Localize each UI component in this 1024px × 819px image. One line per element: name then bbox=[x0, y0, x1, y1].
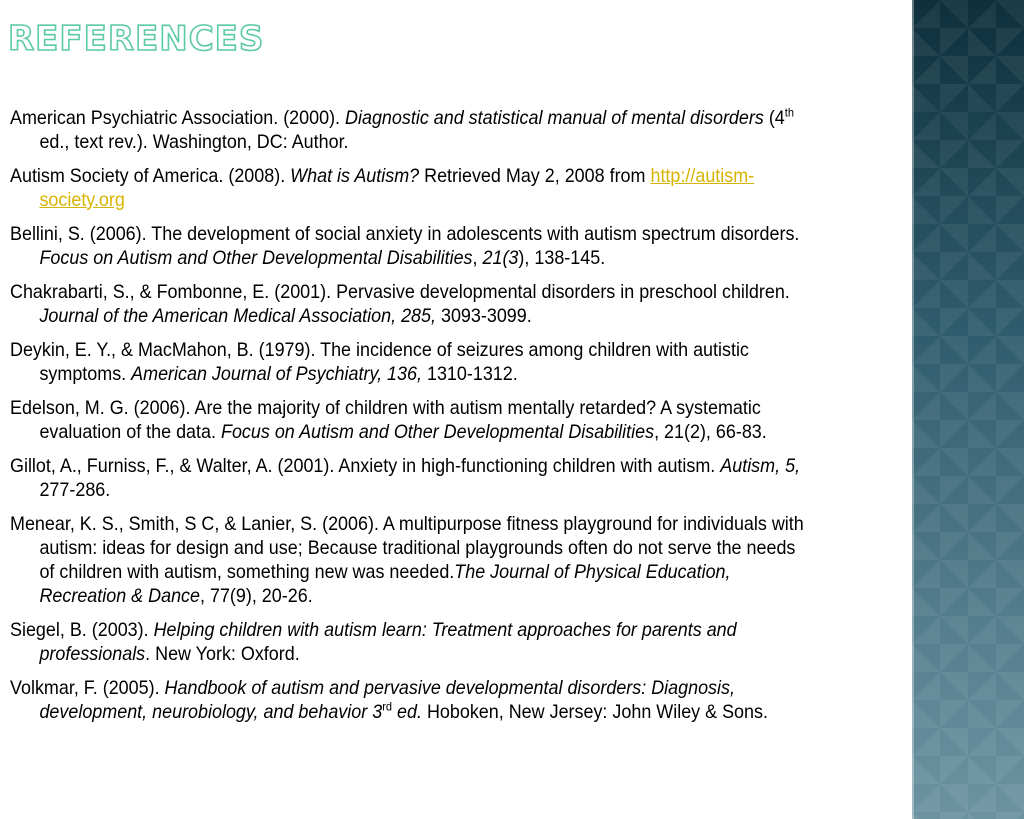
ref-superscript: rd bbox=[382, 699, 393, 714]
ref-text: , 21(2), 66-83. bbox=[654, 421, 767, 443]
ref-text: American Psychiatric Association. (2000). bbox=[10, 107, 346, 129]
ref-text: Menear, K. S., Smith, S C, & Lanier, S. (2006). A multipurpose fitness playground for individuals with autism: ideas for design and use; Because traditional playgrounds often do not serve the needs of children with autism, something new was needed. bbox=[10, 513, 804, 583]
reference-item bbox=[10, 618, 810, 666]
reference-item bbox=[10, 222, 810, 270]
sidebar-edge bbox=[912, 0, 914, 819]
ref-title: Focus on Autism and Other Developmental Disabilities bbox=[220, 421, 655, 443]
slide-title: REFERENCES bbox=[8, 19, 265, 59]
ref-text: Edelson, M. G. (2006). Are the majority of children with autism mentally retarded? A systematic evaluation of the data. bbox=[10, 397, 761, 443]
ref-title: The Journal of Physical Education, Recreation & Dance bbox=[39, 561, 731, 607]
ref-text: Deykin, E. Y., & MacMahon, B. (1979). The incidence of seizures among children with autistic symptoms. bbox=[10, 339, 749, 385]
ref-title: Journal of the American Medical Association, 285, bbox=[39, 305, 436, 327]
reference-item bbox=[10, 512, 810, 608]
ref-title: Diagnostic and statistical manual of mental disorders bbox=[345, 107, 764, 129]
ref-volume: 21(3 bbox=[482, 247, 519, 269]
ref-text: , bbox=[472, 247, 483, 269]
ref-link[interactable]: http://autism-society.org bbox=[39, 165, 755, 211]
ref-text: 3093-3099. bbox=[435, 305, 532, 327]
reference-item bbox=[10, 454, 810, 502]
ref-text: Chakrabarti, S., & Fombonne, E. (2001). Pervasive developmental disorders in preschool children. bbox=[10, 281, 790, 303]
ref-text: Retrieved May 2, 2008 from bbox=[419, 165, 651, 187]
decorative-sidebar bbox=[912, 0, 1024, 819]
reference-item bbox=[10, 676, 810, 724]
ref-title: American Journal of Psychiatry, 136, bbox=[131, 363, 422, 385]
ref-text: Autism Society of America. (2008). bbox=[10, 165, 291, 187]
ref-text: , 77(9), 20-26. bbox=[199, 585, 313, 607]
ref-text: Gillot, A., Furniss, F., & Walter, A. (2001). Anxiety in high-functioning children with autism. bbox=[10, 455, 721, 477]
ref-text: 1310-1312. bbox=[421, 363, 518, 385]
references-list bbox=[10, 106, 810, 734]
reference-item bbox=[10, 338, 810, 386]
ref-text: 277-286. bbox=[39, 479, 111, 501]
ref-title: Helping children with autism learn: Treatment approaches for parents and professionals bbox=[39, 619, 737, 665]
ref-superscript: th bbox=[784, 105, 794, 120]
reference-item bbox=[10, 280, 810, 328]
ref-title: Autism, 5, bbox=[720, 455, 801, 477]
diamond-pattern bbox=[912, 0, 1024, 819]
ref-title: What is Autism? bbox=[290, 165, 420, 187]
ref-text: Bellini, S. (2006). The development of social anxiety in adolescents with autism spectrum disorders. bbox=[10, 223, 800, 245]
reference-item bbox=[10, 396, 810, 444]
ref-title: Handbook of autism and pervasive developmental disorders: Diagnosis, development, neurobiology, and behavior 3 bbox=[39, 677, 735, 723]
ref-title: Focus on Autism and Other Developmental Disabilities bbox=[39, 247, 473, 269]
ref-text: (4 bbox=[763, 107, 785, 129]
ref-text: Siegel, B. (2003). bbox=[10, 619, 154, 641]
ref-text: ed., text rev.). Washington, DC: Author. bbox=[39, 131, 349, 153]
reference-item bbox=[10, 164, 810, 212]
ref-text: Volkmar, F. (2005). bbox=[10, 677, 165, 699]
ref-text: Hoboken, New Jersey: John Wiley & Sons. bbox=[421, 701, 768, 723]
ref-text: . New York: Oxford. bbox=[145, 643, 300, 665]
ref-text: ), 138-145. bbox=[518, 247, 606, 269]
reference-item bbox=[10, 106, 810, 154]
ref-title: ed. bbox=[392, 701, 422, 723]
